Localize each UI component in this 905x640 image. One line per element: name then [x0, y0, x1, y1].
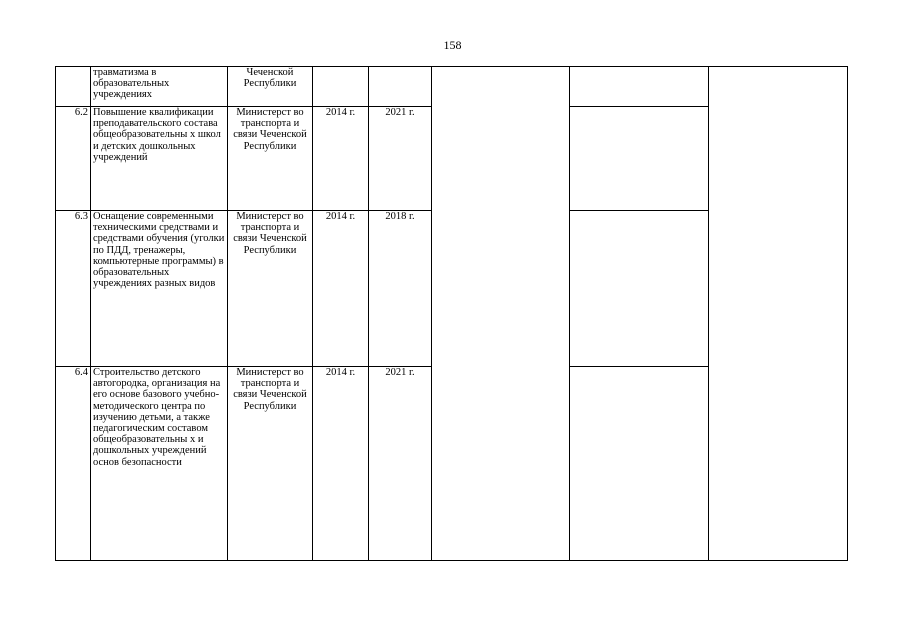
- row-number: 6.4: [56, 367, 91, 561]
- merged-empty-cell: [432, 67, 570, 561]
- executor-cell: Чеченской Республики: [228, 67, 313, 107]
- empty-cell: [570, 107, 709, 211]
- end-year-cell: 2021 г.: [369, 107, 432, 211]
- measure-name: Оснащение современными техническими средствами и средствами обучения (уголки по ПДД, тренажеры, компьютерные программы) в образовательных учреждениях разных видов: [91, 211, 228, 367]
- row-number: 6.3: [56, 211, 91, 367]
- row-number: 6.2: [56, 107, 91, 211]
- empty-cell: [570, 67, 709, 107]
- executor-cell: Министерст во транспорта и связи Чеченской Республики: [228, 107, 313, 211]
- start-year-cell: [313, 67, 369, 107]
- executor-cell: Министерст во транспорта и связи Чеченской Республики: [228, 367, 313, 561]
- merged-empty-cell: [709, 67, 848, 561]
- table-row: [56, 67, 848, 107]
- measure-name: Строительство детского автогородка, организация на его основе базового учебно- методического центра по изучению детьми, а также педагогическим составом общеобразовательны х и дошкольных учреждений основ безопасности: [91, 367, 228, 561]
- end-year-cell: 2021 г.: [369, 367, 432, 561]
- page-number: 158: [443, 38, 462, 52]
- start-year-cell: 2014 г.: [313, 107, 369, 211]
- empty-cell: [570, 211, 709, 367]
- row-number: [56, 67, 91, 107]
- end-year-cell: [369, 67, 432, 107]
- measure-name: травматизма в образовательных учреждениях: [91, 67, 228, 107]
- executor-cell: Министерст во транспорта и связи Чеченской Республики: [228, 211, 313, 367]
- empty-cell: [570, 367, 709, 561]
- measure-name: Повышение квалификации преподавательского состава общеобразовательны х школ и детских дошкольных учреждений: [91, 107, 228, 211]
- start-year-cell: 2014 г.: [313, 211, 369, 367]
- measures-table: [55, 66, 848, 561]
- start-year-cell: 2014 г.: [313, 367, 369, 561]
- end-year-cell: 2018 г.: [369, 211, 432, 367]
